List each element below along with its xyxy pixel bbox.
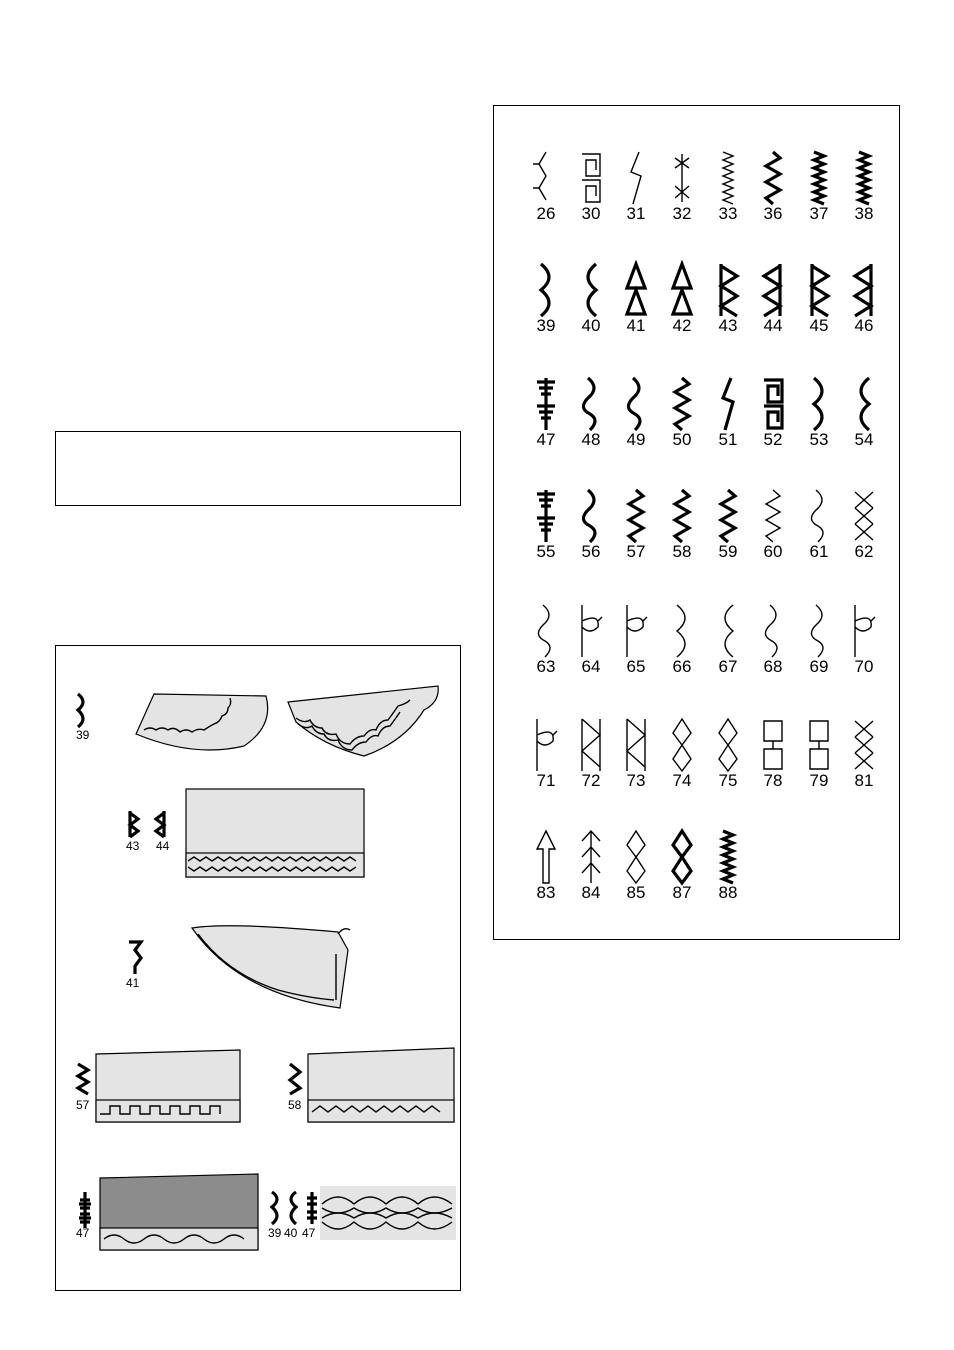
stitch-pattern-41 [613,260,659,344]
stitch-pattern-83 [523,827,569,911]
collar-illustration-2 [284,682,444,764]
stitch-number: 78 [763,771,783,790]
stitch-37-icon [804,148,834,208]
example-stitch-43-44 [126,809,170,853]
stitch-number: 54 [854,430,874,449]
stitch-50-icon [667,374,697,434]
stitch-number: 75 [718,771,738,790]
stitch-63-icon [531,601,561,661]
stitch-number: 47 [536,430,556,449]
stitch-pattern-59 [705,486,751,570]
stitch-pattern-39 [523,260,569,344]
stitch-53-icon [804,374,834,434]
example-label: 39 [76,728,90,742]
stitch-number: 60 [763,542,783,561]
stitch-number: 43 [718,316,738,335]
example-label: 58 [288,1098,302,1112]
stitch-number: 36 [763,204,783,223]
stitch-55-icon [531,486,561,546]
stitch-number: 84 [581,883,601,902]
stitch-43-icon [713,260,743,320]
stitch-39-icon [531,260,561,320]
stitch-number: 50 [672,430,692,449]
stitch-pattern-48 [568,374,614,458]
stitch-pattern-53 [796,374,842,458]
stitch-number: 58 [672,542,692,561]
stitch-number: 73 [626,771,646,790]
stitch-pattern-84 [568,827,614,911]
hem-illustration-47 [98,1172,260,1254]
stitch-pattern-71 [523,715,569,799]
stitch-pattern-70 [841,601,887,685]
stitch-40-icon [576,260,606,320]
stitch-74-icon [667,715,697,775]
hem-illustration-57 [94,1048,244,1126]
stitch-44-icon [758,260,788,320]
stitch-67-icon [713,601,743,661]
stitch-54-icon [849,374,879,434]
stitch-number: 46 [854,316,874,335]
stitch-pattern-58 [659,486,705,570]
stitch-pattern-42 [659,260,705,344]
stitch-pattern-55 [523,486,569,570]
stitch-number: 31 [626,204,646,223]
stitch-pattern-60 [750,486,796,570]
stitch-79-icon [804,715,834,775]
example-stitch-39 [74,692,94,742]
stitch-number: 49 [626,430,646,449]
stitch-pattern-78 [750,715,796,799]
example-stitch-39-40-47 [268,1190,320,1240]
stitch-number: 62 [854,542,874,561]
stitch-number: 71 [536,771,556,790]
stitch-36-icon [758,148,788,208]
stitch-pattern-47 [523,374,569,458]
stitch-number: 51 [718,430,738,449]
stitch-83-icon [531,827,561,887]
stitch-number: 32 [672,204,692,223]
stitch-pattern-62 [841,486,887,570]
stitch-81-icon [849,715,879,775]
stitch-pattern-65 [613,601,659,685]
stitch-59-icon [713,486,743,546]
stitch-62-icon [849,486,879,546]
example-stitch-58 [286,1062,306,1112]
stitch-56-icon [576,486,606,546]
example-label: 40 [284,1226,298,1240]
example-label: 44 [156,839,170,853]
example-stitch-47 [76,1190,96,1240]
stitch-pattern-73 [613,715,659,799]
stitch-number: 30 [581,204,601,223]
stitch-pattern-87 [659,827,705,911]
stitch-pattern-88 [705,827,751,911]
stitch-72-icon [576,715,606,775]
stitch-pattern-31 [613,148,659,232]
example-label: 39 [268,1226,282,1240]
stitch-65-icon [621,601,651,661]
stitch-pattern-40 [568,260,614,344]
stitch-46-icon [849,260,879,320]
stitch-number: 68 [763,657,783,676]
stitch-number: 85 [626,883,646,902]
stitch-number: 74 [672,771,692,790]
stitch-number: 41 [626,316,646,335]
stitch-pattern-69 [796,601,842,685]
stitch-pattern-26 [523,148,569,232]
stitch-number: 81 [854,771,874,790]
stitch-pattern-49 [613,374,659,458]
stitch-number: 66 [672,657,692,676]
stitch-number: 88 [718,883,738,902]
stitch-pattern-38 [841,148,887,232]
stitch-number: 45 [809,316,829,335]
decorative-band-illustration [320,1186,458,1242]
stitch-pattern-37 [796,148,842,232]
stitch-66-icon [667,601,697,661]
stitch-number: 72 [581,771,601,790]
stitch-number: 42 [672,316,692,335]
stitch-pattern-63 [523,601,569,685]
stitch-39-40-47-icon [268,1190,320,1226]
stitch-41-icon [126,940,146,976]
stitch-pattern-54 [841,374,887,458]
stitch-number: 52 [763,430,783,449]
sewing-examples-panel [55,645,461,1291]
stitch-pattern-50 [659,374,705,458]
stitch-number: 63 [536,657,556,676]
hem-illustration-58 [306,1046,456,1126]
hem-illustration [184,787,370,881]
stitch-57-icon [74,1062,94,1096]
stitch-85-icon [621,827,651,887]
stitch-number: 79 [809,771,829,790]
stitch-31-icon [621,148,651,208]
stitch-number: 56 [581,542,601,561]
stitch-number: 38 [854,204,874,223]
stitch-49-icon [621,374,651,434]
stitch-number: 65 [626,657,646,676]
stitch-68-icon [758,601,788,661]
stitch-pattern-81 [841,715,887,799]
stitch-pattern-72 [568,715,614,799]
note-box [55,431,461,506]
stitch-38-icon [849,148,879,208]
stitch-87-icon [667,827,697,887]
stitch-pattern-30 [568,148,614,232]
stitch-number: 26 [536,204,556,223]
stitch-47-icon [76,1190,96,1230]
stitch-number: 87 [672,883,692,902]
stitch-number: 64 [581,657,601,676]
stitch-pattern-46 [841,260,887,344]
example-stitch-57 [74,1062,94,1112]
stitch-pattern-36 [750,148,796,232]
stitch-70-icon [849,601,879,661]
stitch-33-icon [713,148,743,208]
stitch-number: 67 [718,657,738,676]
stitch-pattern-64 [568,601,614,685]
stitch-71-icon [531,715,561,775]
stitch-30-icon [576,148,606,208]
stitch-pattern-grid [493,105,900,940]
stitch-pattern-51 [705,374,751,458]
stitch-pattern-67 [705,601,751,685]
stitch-pattern-79 [796,715,842,799]
stitch-73-icon [621,715,651,775]
example-label: 47 [76,1226,90,1240]
stitch-39-icon [74,692,94,730]
stitch-number: 40 [581,316,601,335]
example-label: 41 [126,976,140,990]
stitch-number: 37 [809,204,829,223]
stitch-pattern-74 [659,715,705,799]
stitch-pattern-85 [613,827,659,911]
example-label: 47 [302,1226,316,1240]
stitch-26-icon [531,148,561,208]
stitch-number: 59 [718,542,738,561]
stitch-number: 55 [536,542,556,561]
stitch-number: 70 [854,657,874,676]
stitch-number: 39 [536,316,556,335]
stitch-41-icon [621,260,651,320]
stitch-pattern-56 [568,486,614,570]
stitch-number: 48 [581,430,601,449]
stitch-42-icon [667,260,697,320]
stitch-pattern-33 [705,148,751,232]
stitch-pattern-43 [705,260,751,344]
stitch-number: 83 [536,883,556,902]
stitch-51-icon [713,374,743,434]
stitch-88-icon [713,827,743,887]
stitch-61-icon [804,486,834,546]
example-stitch-41 [126,940,146,990]
stitch-58-icon [667,486,697,546]
stitch-52-icon [758,374,788,434]
stitch-pattern-75 [705,715,751,799]
stitch-number: 69 [809,657,829,676]
stitch-60-icon [758,486,788,546]
stitch-48-icon [576,374,606,434]
collar-illustration [134,690,274,758]
stitch-pattern-61 [796,486,842,570]
stitch-84-icon [576,827,606,887]
stitch-pattern-52 [750,374,796,458]
stitch-number: 53 [809,430,829,449]
stitch-78-icon [758,715,788,775]
stitch-number: 61 [809,542,829,561]
stitch-number: 57 [626,542,646,561]
stitch-pattern-32 [659,148,705,232]
curved-edge-illustration [188,920,360,1014]
stitch-pattern-68 [750,601,796,685]
example-label: 43 [126,839,140,853]
stitch-number: 33 [718,204,738,223]
example-label: 57 [76,1098,90,1112]
stitch-pattern-66 [659,601,705,685]
stitch-58-icon [286,1062,306,1096]
stitch-number: 44 [763,316,783,335]
stitch-45-icon [804,260,834,320]
stitch-pattern-44 [750,260,796,344]
stitch-pattern-57 [613,486,659,570]
stitch-69-icon [804,601,834,661]
stitch-64-icon [576,601,606,661]
stitch-75-icon [713,715,743,775]
stitch-43-44-icon [126,809,170,839]
stitch-57-icon [621,486,651,546]
stitch-47-icon [531,374,561,434]
stitch-32-icon [667,148,697,208]
stitch-pattern-45 [796,260,842,344]
